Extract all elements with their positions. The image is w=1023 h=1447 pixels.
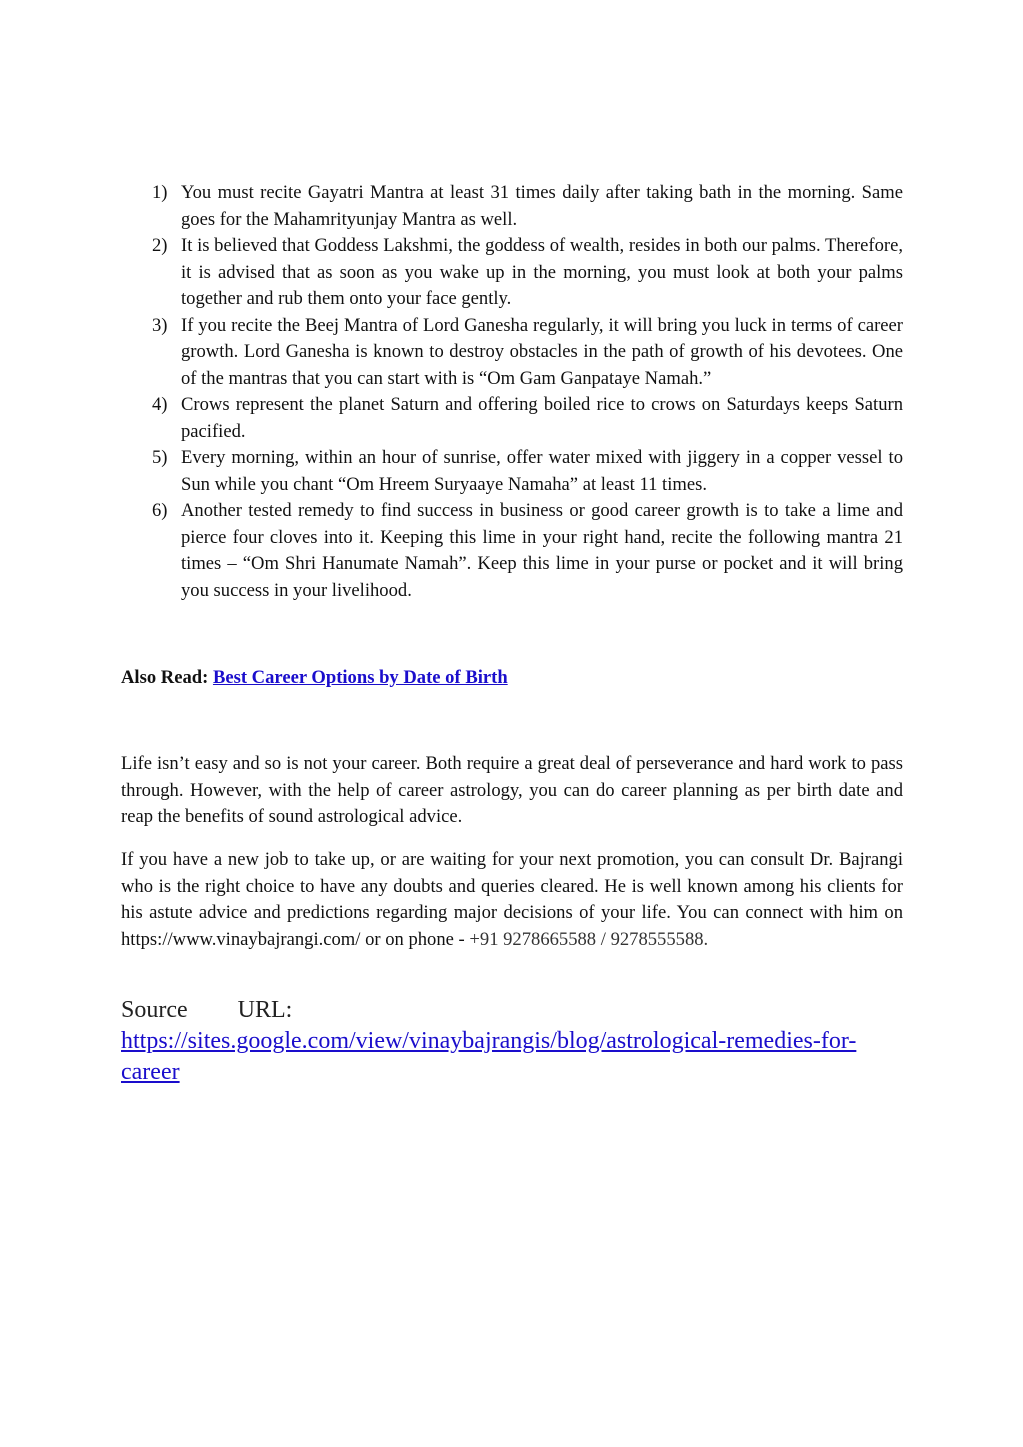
list-item-text: It is believed that Goddess Lakshmi, the goddess of wealth, resides in both our palms. Therefore, it is advised that as soon as you wake up in the morning, you must look at both your palms together and rub them onto your face gently. (181, 235, 903, 309)
consult-text: If you have a new job to take up, or are waiting for your next promotion, you can consult Dr. Bajrangi who is the right choice to have any doubts and queries cleared. He is well known among his clients for his astute advice and predictions regarding major decisions of your life. You can connect with him on https://www.vinaybajrangi.com/ or on phone - (121, 849, 903, 950)
list-item-text: Every morning, within an hour of sunrise, offer water mixed with jiggery in a copper vessel to Sun while you chant “Om Hreem Suryaaye Namaha” at least 11 times. (181, 447, 903, 495)
list-item-text: Another tested remedy to find success in business or good career growth is to take a lime and pierce four cloves into it. Keeping this lime in your right hand, recite the following mantra 21 times – “Om Shri Hanumate Namah”. Keep this lime in your purse or pocket and it will bring you success in your livelihood. (181, 500, 903, 601)
list-item (145, 498, 903, 604)
list-item-number: 4) (152, 394, 168, 415)
source-url-label: Source URL: (121, 997, 293, 1023)
phone-numbers: +91 9278665588 / 9278555588. (469, 928, 709, 950)
source-url-line (121, 995, 903, 1088)
list-item (145, 392, 903, 445)
list-item (145, 180, 903, 233)
consult-paragraph (121, 847, 903, 953)
list-item-text: You must recite Gayatri Mantra at least 31 times daily after taking bath in the morning. Same goes for the Mahamrityunjay Mantra as well. (181, 182, 903, 230)
list-item-text: Crows represent the planet Saturn and offering boiled rice to crows on Saturdays keeps Saturn pacified. (181, 394, 903, 442)
list-item-number: 1) (152, 182, 168, 203)
list-item-number: 3) (152, 314, 168, 336)
list-item (145, 233, 903, 313)
career-paragraph: Life isn’t easy and so is not your career. Both require a great deal of perseverance and hard work to pass through. However, with the help of career astrology, you can do career planning as per birth date and reap the benefits of sound astrological advice. (121, 753, 903, 827)
also-read-line (121, 665, 508, 691)
also-read-link[interactable]: Best Career Options by Date of Birth (212, 667, 508, 688)
list-item-number: 6) (152, 500, 168, 521)
remedy-list (145, 180, 903, 604)
also-read-label: Also Read: (121, 667, 209, 688)
list-item-text: If you recite the Beej Mantra of Lord Ganesha regularly, it will bring you luck in terms of career growth. Lord Ganesha is known to destroy obstacles in the path of growth of his devotees. One of the mantras that you can start with is “Om Gam Ganpataye Namah.” (181, 314, 903, 389)
list-item-number: 2) (152, 235, 168, 256)
list-item (145, 313, 903, 393)
source-url-link[interactable]: https://sites.google.com/view/vinaybajrangis/blog/astrological-remedies-for-career (121, 1028, 857, 1085)
list-item (145, 445, 903, 498)
list-item-number: 5) (152, 447, 168, 468)
